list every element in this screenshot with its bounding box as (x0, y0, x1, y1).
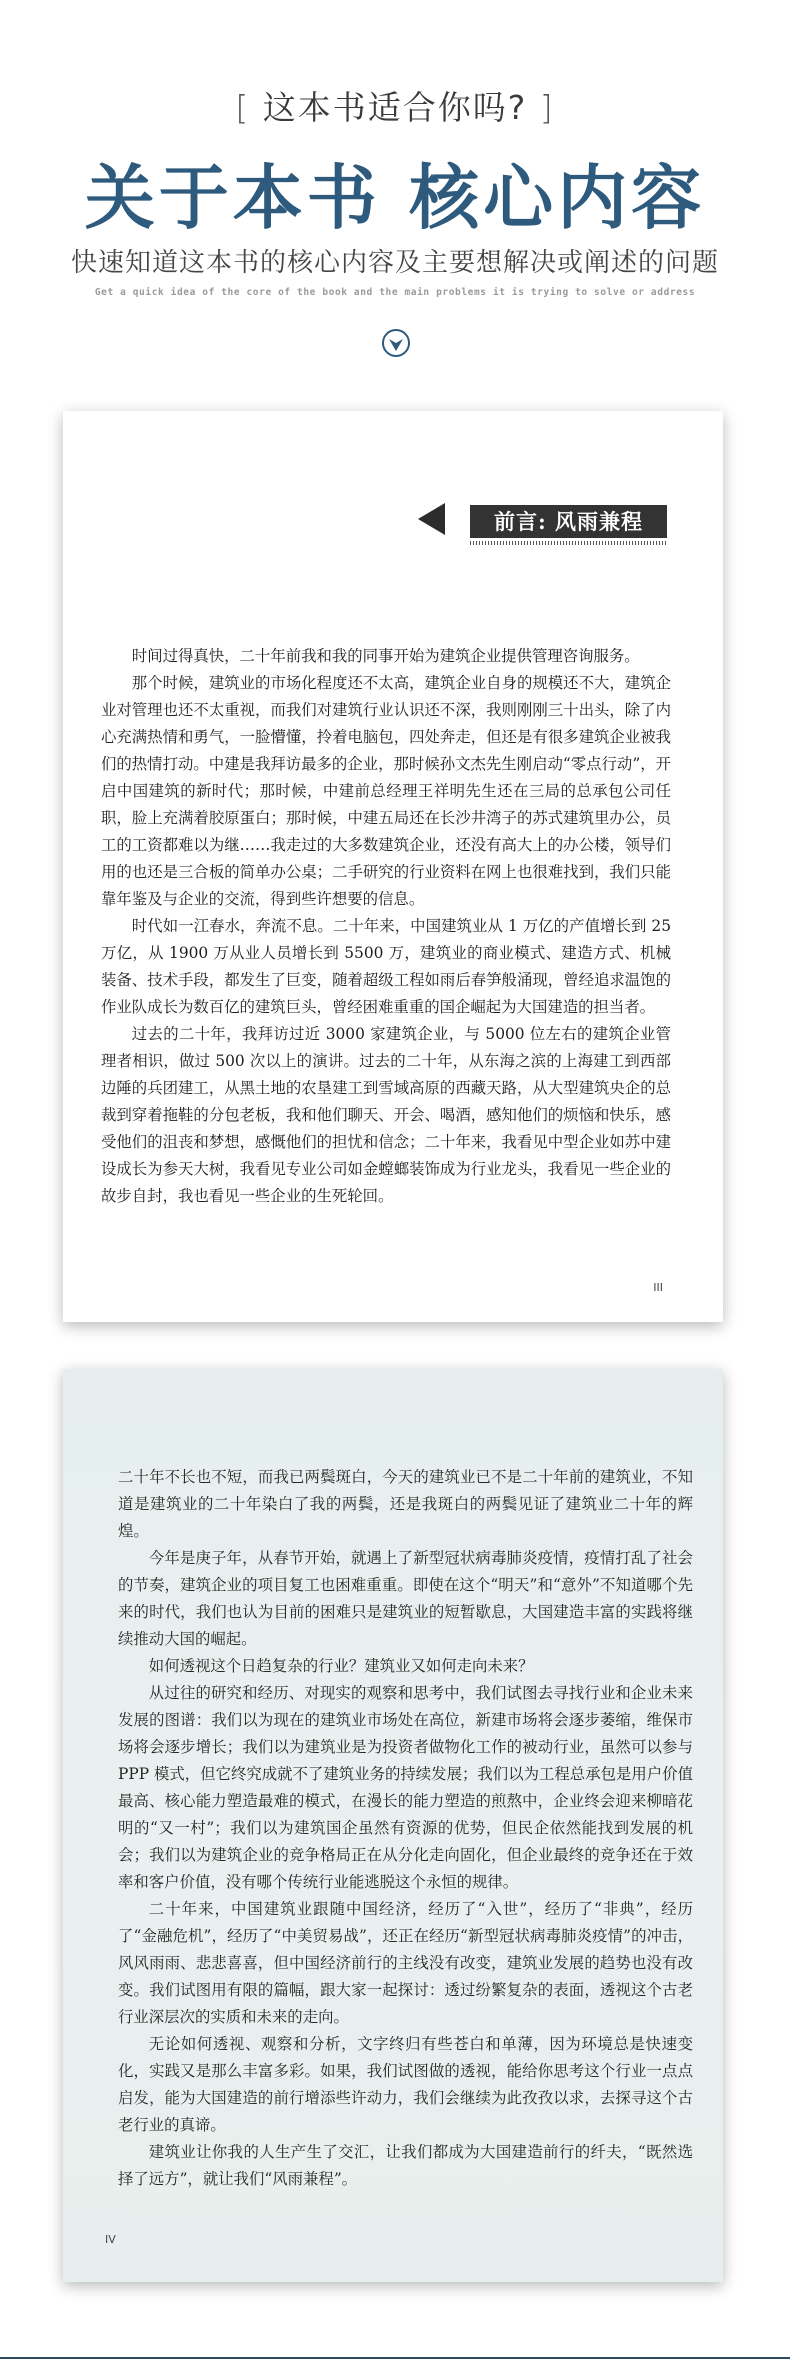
paragraph: 二十年不长也不短，而我已两鬓斑白，今天的建筑业已不是二十年前的建筑业，不知道是建筑业的二十年染白了我的两鬓，还是我斑白的两鬓见证了建筑业二十年的辉煌。 (118, 1468, 693, 1540)
paragraph: 过去的二十年，我拜访过近 3000 家建筑企业，与 5000 位左右的建筑企业管理者相识，做过 500 次以上的演讲。过去的二十年，从东海之滨的上海建工到西部边陲的兵团建工，从黑土地的农垦建工到雪域高原的西藏天路，从大型建筑央企的总裁到穿着拖鞋的分包老板，我和他们聊天、开会、喝酒，感知他们的烦恼和快乐，感受他们的沮丧和梦想，感慨他们的担忧和信念；二十年来，我看见中型企业如苏中建设成长为参天大树，我看见专业公司如金螳螂装饰成为行业龙头，我看见一些企业的故步自封，我也看见一些企业的生死轮回。 (101, 1025, 671, 1205)
arrow-left-icon (418, 503, 445, 535)
paragraph: 无论如何透视、观察和分析，文字终归有些苍白和单薄，因为环境总是快速变化，实践又是那么丰富多彩。如果，我们试图做的透视，能给你思考这个行业一点点启发，能为大国建造的前行增添些许动力，我们会继续为此孜孜以求，去探寻这个古老行业的真谛。 (118, 2035, 693, 2134)
paragraph: 今年是庚子年，从春节开始，就遇上了新型冠状病毒肺炎疫情，疫情打乱了社会的节奏，建筑企业的项目复工也困难重重。即使在这个“明天”和“意外”不知道哪个先来的时代，我们也认为目前的困难只是建筑业的短暂歇息，大国建造丰富的实践将继续推动大国的崛起。 (118, 1549, 693, 1648)
paragraph: 时间过得真快，二十年前我和我的同事开始为建筑企业提供管理咨询服务。 (131, 647, 640, 665)
paragraph: 建筑业让你我的人生产生了交汇，让我们都成为大国建造前行的纤夫，“既然选择了远方”，就让我们“风雨兼程”。 (118, 2143, 693, 2188)
tagline-text: 这本书适合你吗? (262, 88, 528, 127)
tagline (0, 82, 790, 129)
subtitle: 快速知道这本书的核心内容及主要想解决或阐述的问题 (70, 248, 719, 278)
paragraph: 从过往的研究和经历、对现实的观察和思考中，我们试图去寻找行业和企业未来发展的图谱：我们以为现在的建筑业市场处在高位，新建市场将会逐步萎缩，维保市场将会逐步增长；我们以为建筑业是为投资者做物化工作的被动行业，虽然可以参与 PPP 模式，但它终究成就不了建筑业务的持续发展；我们以为工程总承包是用户价值最高、核心能力塑造最难的模式，在漫长的能力塑造的煎熬中，企业终会迎来柳暗花明的“又一村”；我们以为建筑国企虽然有资源的优势，但民企依然能找到发展的机会；我们以为建筑企业的竞争格局正在从分化走向固化，但企业最终的竞争还在于效率和客户价值，没有哪个传统行业能逃脱这个永恒的规律。 (118, 1684, 693, 1891)
chapter-heading (418, 503, 678, 553)
paragraph: 时代如一江春水，奔流不息。二十年来，中国建筑业从 1 万亿的产值增长到 25 万亿，从 1900 万从业人员增长到 5500 万，建筑业的商业模式、建造方式、机械装备、技术手段，都发生了巨变，随着超级工程如雨后春笋般涌现，曾经追求温饱的作业队成长为数百亿的建筑巨头，曾经困难重重的国企崛起为大国建造的担当者。 (101, 917, 671, 1016)
page-body (118, 1464, 693, 2193)
subtitle-english: Get a quick idea of the core of the book and the main problems it is trying to solve or address (94, 287, 696, 298)
page-title: 关于本书 核心内容 (84, 156, 706, 239)
heading-divider (470, 541, 667, 545)
bracket-open: [ (235, 88, 251, 127)
book-page-iii (63, 411, 723, 1322)
chevron-down-circle-icon[interactable] (381, 328, 411, 358)
chapter-heading-label: 前言: 风雨兼程 (470, 505, 667, 538)
paragraph: 如何透视这个日趋复杂的行业？建筑业又如何走向未来？ (148, 1657, 534, 1675)
page-number: III (653, 1281, 663, 1294)
bracket-close: ] (539, 88, 555, 127)
page-body (101, 643, 671, 1210)
paragraph: 二十年来，中国建筑业跟随中国经济，经历了“入世”，经历了“非典”，经历了“金融危机”，经历了“中美贸易战”，还正在经历“新型冠状病毒肺炎疫情”的冲击，风风雨雨、悲悲喜喜，但中国经济前行的主线没有改变，建筑业发展的趋势也没有改变。我们试图用有限的篇幅，跟大家一起探讨：透过纷繁复杂的表面，透视这个古老行业深层次的实质和未来的走向。 (118, 1900, 693, 2026)
page-number: IV (105, 2233, 116, 2246)
paragraph: 那个时候，建筑业的市场化程度还不太高，建筑企业自身的规模还不大，建筑企业对管理也还不太重视，而我们对建筑行业认识还不深，我则刚刚三十出头，除了内心充满热情和勇气，一脸懵懂，拎着电脑包，四处奔走，但还是有很多建筑企业被我们的热情打动。中建是我拜访最多的企业，那时候孙文杰先生刚启动“零点行动”，开启中国建筑的新时代；那时候，中建前总经理王祥明先生还在三局的总承包公司任职，脸上充满着胶原蛋白；那时候，中建五局还在长沙井湾子的苏式建筑里办公，员工的工资都难以为继……我走过的大多数建筑企业，还没有高大上的办公楼，领导们用的也还是三合板的简单办公桌；二手研究的行业资料在网上也很难找到，我们只能靠年鉴及与企业的交流，得到些许想要的信息。 (101, 674, 671, 908)
book-page-iv (63, 1369, 723, 2282)
